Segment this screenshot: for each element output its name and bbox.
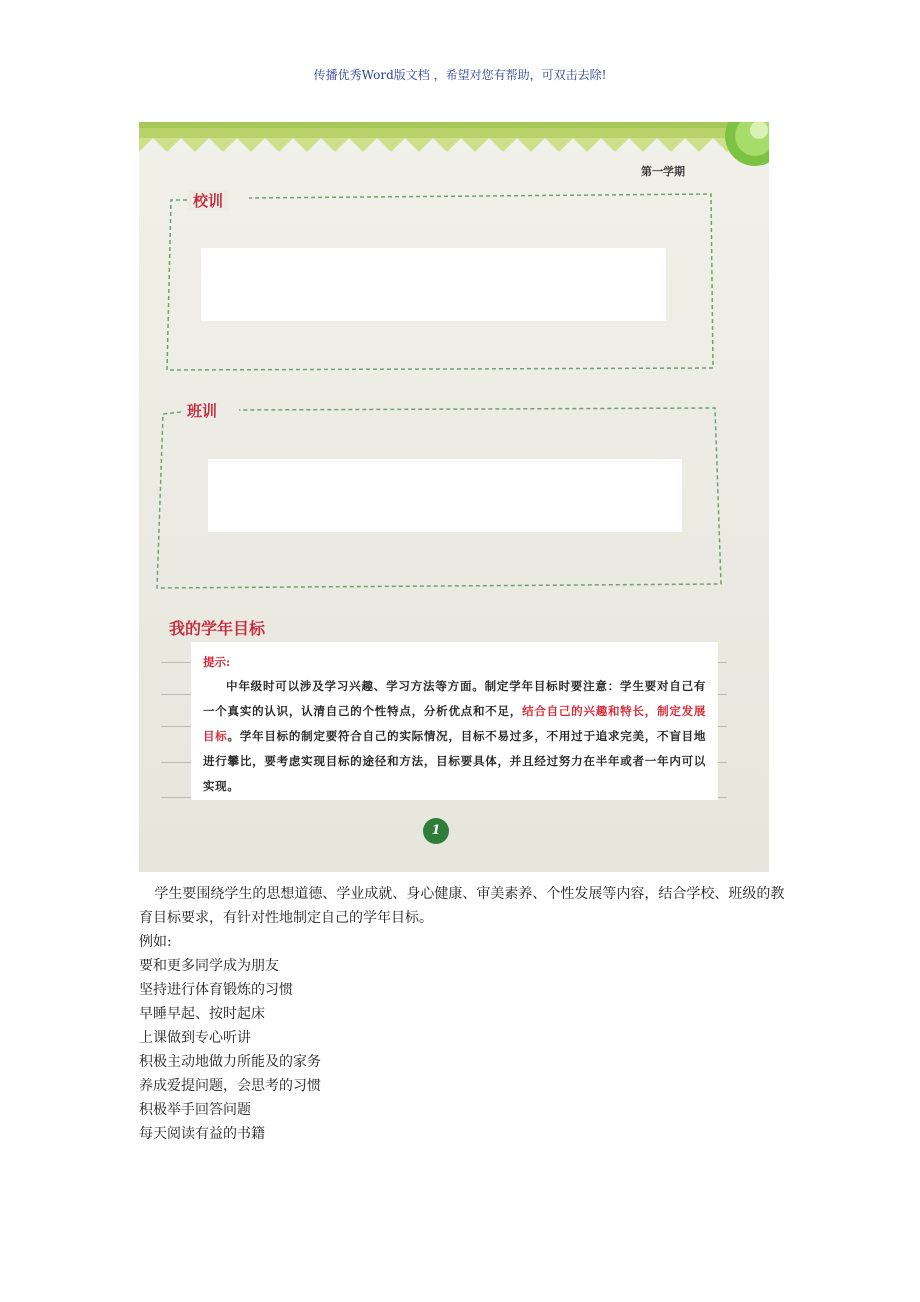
textbook-page-photo <box>139 122 769 872</box>
intro-paragraph: 学生要围绕学生的思想道德、学业成就、身心健康、审美素养、个性发展等内容，结合学校、班级的教育目标要求，有针对性地制定自己的学年目标。 <box>139 886 785 926</box>
example-label: 例如: <box>139 934 172 950</box>
example-item: 要和更多同学成为朋友 <box>139 958 279 974</box>
example-item: 上课做到专心听讲 <box>139 1030 251 1046</box>
school-motto-title: 校训 <box>187 190 229 211</box>
tip-box <box>191 642 718 800</box>
school-motto-box <box>201 248 666 321</box>
tip-text-part-2: 。学年目标的制定要符合自己的实际情况，目标不易过多，不用过于追求完美，不盲目地进行攀比，要考虑实现目标的途径和方法，目标要具体，并且经过努力在半年或者一年内可以实现。 <box>203 729 706 793</box>
semester-label: 第一学期 <box>641 165 685 178</box>
example-item: 坚持进行体育锻炼的习惯 <box>139 982 293 998</box>
body-text <box>139 882 789 1146</box>
example-item: 早睡早起、按时起床 <box>139 1006 265 1022</box>
example-item: 积极举手回答问题 <box>139 1102 251 1118</box>
tip-text-part-1: 中年级时可以涉及学习兴趣、学习方法等方面。制定学年目标时要注意：学生要对自己有一个真实的认识，认清自己的个性特点，分析优点和不足， <box>203 679 706 718</box>
class-motto-title: 班训 <box>181 400 223 421</box>
goal-title: 我的学年目标 <box>169 619 266 638</box>
tip-label: 提示: <box>203 655 231 669</box>
example-item: 每天阅读有益的书籍 <box>139 1126 265 1142</box>
example-item: 积极主动地做力所能及的家务 <box>139 1054 321 1070</box>
example-item: 养成爱提问题，会思考的习惯 <box>139 1078 321 1094</box>
tip-text <box>203 674 706 799</box>
page-number-badge: 1 <box>423 818 449 844</box>
class-motto-box <box>208 459 682 532</box>
header-note: 传播优秀Word版文档 ，希望对您有帮助，可双击去除! <box>313 68 607 82</box>
tip-highlight: 结合自己的兴趣和特长，制定发展目标 <box>203 704 706 743</box>
